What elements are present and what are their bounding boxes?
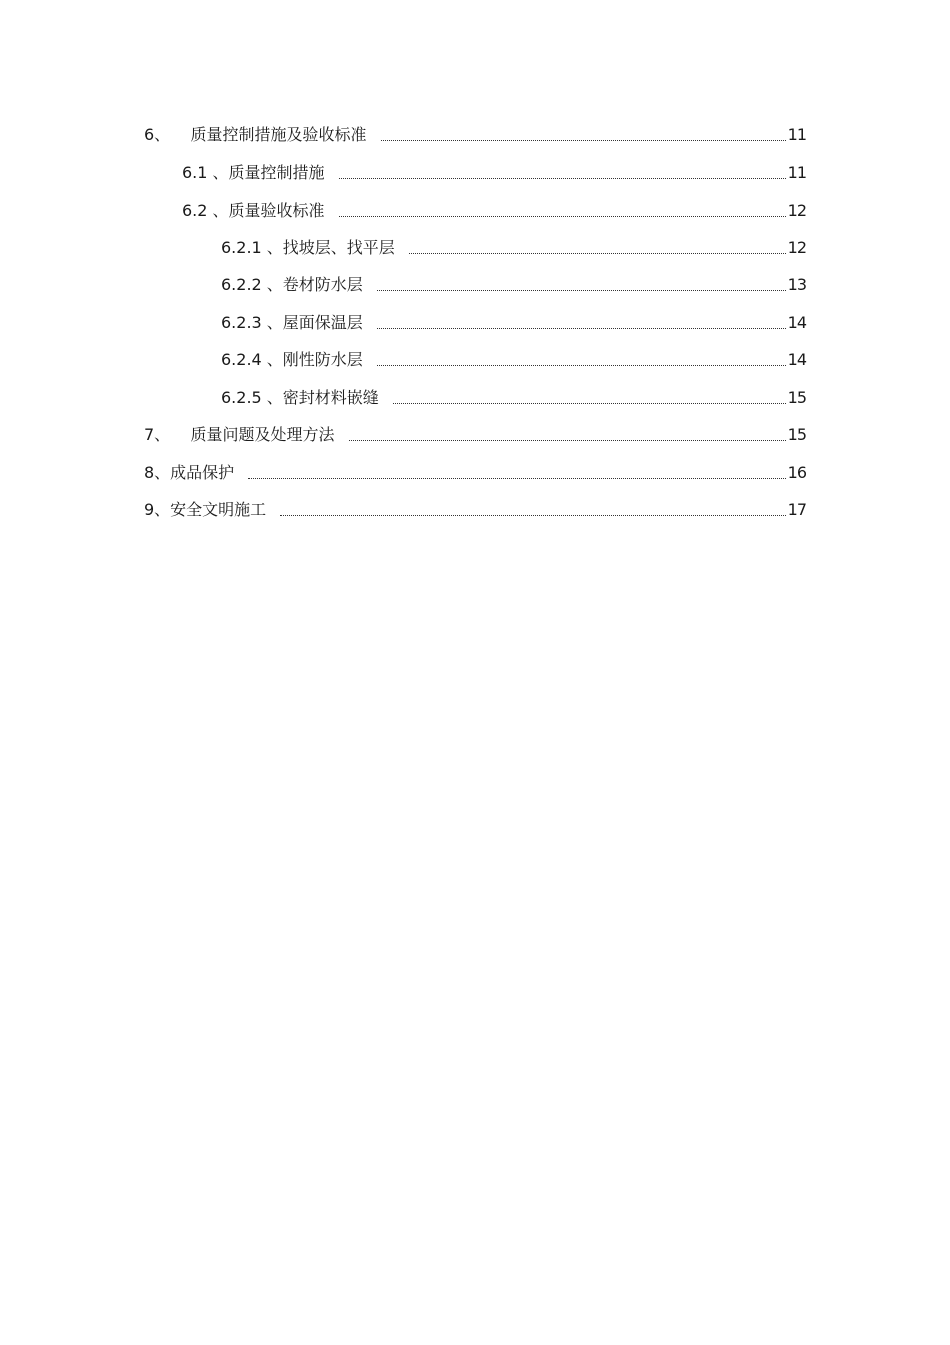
toc-entry-title: 8、成品保护 — [144, 463, 235, 482]
toc-page-number: 11 — [787, 163, 806, 182]
toc-entry-8[interactable] — [144, 461, 806, 485]
toc-entry-title: 6.2.3 、屋面保温层 — [221, 313, 363, 332]
toc-page-number: 14 — [787, 313, 806, 332]
toc-entry-6-2-5[interactable] — [221, 386, 806, 410]
toc-dot-leader — [339, 177, 786, 179]
toc-dot-leader — [393, 402, 786, 404]
toc-dot-leader — [377, 289, 786, 291]
toc-page-number: 13 — [787, 275, 806, 294]
toc-dot-leader — [339, 215, 786, 217]
toc-page-number: 12 — [787, 201, 806, 220]
toc-dot-leader — [377, 364, 786, 366]
toc-entry-title: 9、安全文明施工 — [144, 500, 267, 519]
toc-page-number: 12 — [787, 238, 806, 257]
toc-entry-title: 6.2.5 、密封材料嵌缝 — [221, 388, 379, 407]
toc-entry-title: 7、 质量问题及处理方法 — [144, 425, 335, 444]
toc-page-number: 11 — [787, 125, 806, 144]
toc-entry-6[interactable] — [144, 123, 806, 147]
toc-dot-leader — [409, 252, 786, 254]
toc-page-number: 15 — [787, 425, 806, 444]
toc-entry-title: 6.2 、质量验收标准 — [182, 201, 325, 220]
toc-entry-title: 6.2.4 、刚性防水层 — [221, 350, 363, 369]
toc-entry-7[interactable] — [144, 423, 806, 447]
toc-dot-leader — [381, 139, 786, 141]
toc-entry-6-2-4[interactable] — [221, 348, 806, 372]
toc-entry-title: 6、 质量控制措施及验收标准 — [144, 125, 367, 144]
toc-dot-leader — [280, 514, 785, 516]
toc-dot-leader — [377, 327, 786, 329]
toc-entry-6-2-2[interactable] — [221, 273, 806, 297]
toc-entry-title: 6.2.2 、卷材防水层 — [221, 275, 363, 294]
toc-page-number: 17 — [787, 500, 806, 519]
toc-entry-6-2[interactable] — [182, 199, 806, 223]
toc-entry-6-1[interactable] — [182, 161, 806, 185]
toc-dot-leader — [349, 439, 786, 441]
toc-page-number: 16 — [787, 463, 806, 482]
toc-page-number: 14 — [787, 350, 806, 369]
toc-entry-6-2-1[interactable] — [221, 236, 806, 260]
toc-entry-title: 6.2.1 、找坡层、找平层 — [221, 238, 395, 257]
toc-entry-9[interactable] — [144, 498, 806, 522]
toc-entry-title: 6.1 、质量控制措施 — [182, 163, 325, 182]
toc-page-number: 15 — [787, 388, 806, 407]
toc-entry-6-2-3[interactable] — [221, 311, 806, 335]
toc-dot-leader — [248, 477, 785, 479]
